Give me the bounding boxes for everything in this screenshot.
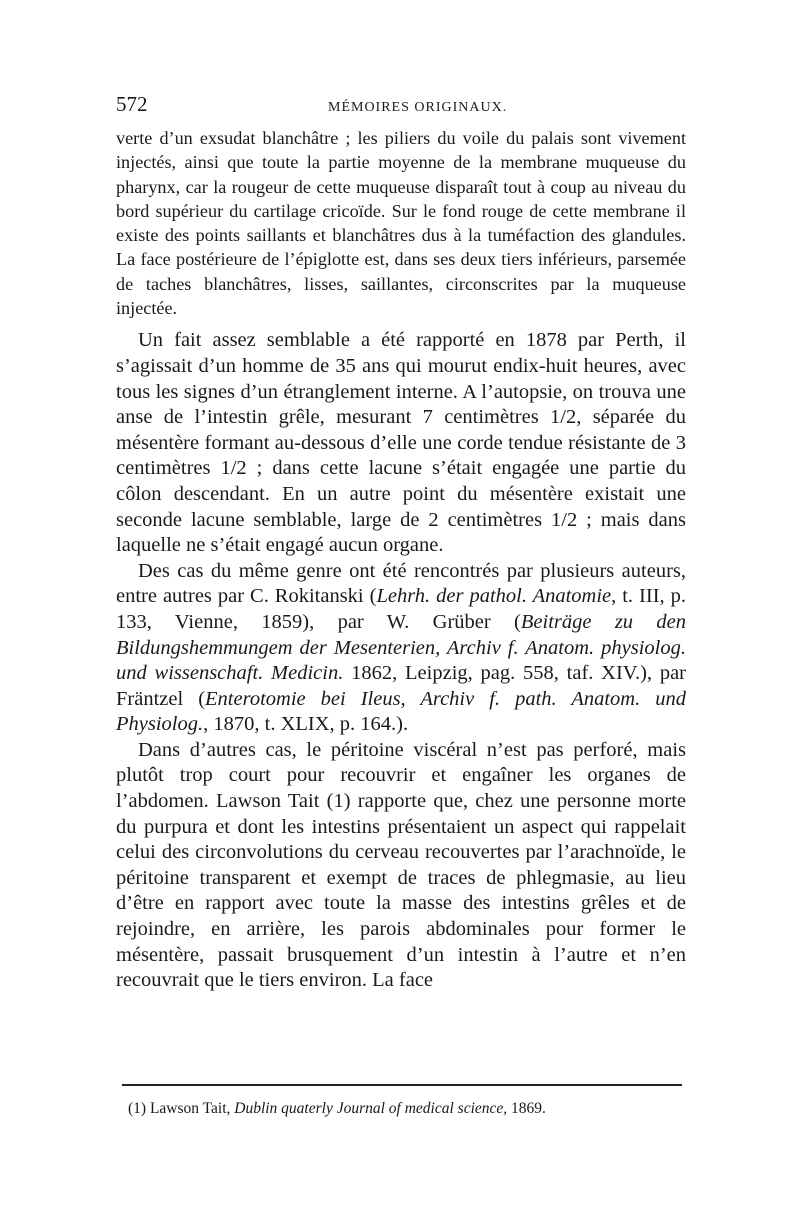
footnote-rule: [122, 1084, 682, 1086]
page-number: 572: [116, 92, 148, 116]
paragraph-perth-case: Un fait assez semblable a été rapporté en 1878 par Perth, il s’agissait d’un homme de 35 ans qui mourut endix-huit heures, avec tous les signes d’un étranglement interne. A l’autopsie, on trouva une anse de l’intestin grêle, mesurant 7 centimètres 1/2, séparée du mésentère formant au-dessous d’elle une corde tendue résistante de 3 centimètres 1/2 ; dans cette lacune s’était engagée une partie du côlon descendant. En un autre point du mésentère existait une seconde lacune semblable, large de 2 centimètres 1/2 ; mais dans laquelle ne s’était engagé aucun organe.: [116, 329, 686, 557]
page: [116, 92, 686, 994]
citation-gruber: Beiträge zu den Bildungshemmungem der Mesenterien, Archiv f. Anatom. physiolog. und wissenschaft. Medicin.: [116, 610, 686, 685]
paragraph-other-cases: Des cas du même genre ont été rencontrés par plusieurs auteurs, entre autres par C. Rokitanski (Lehrh. der pathol. Anatomie, t. III, p. 133, Vienne, 1859), par W. Grüber (Beiträge zu den Bildungshemmungem der Mesenterien, Archiv f. Anatom. physiolog. und wissenschaft. Medicin. 1862, Leipzig, pag. 558, taf. XIV.), par Fräntzel (Enterotomie bei Ileus, Archiv f. path. Anatom. und Physiolog., 1870, t. XLIX, p. 164.).: [116, 559, 686, 736]
footnote-marker: (1): [128, 1100, 147, 1117]
footnote-year: 1869.: [511, 1100, 546, 1117]
citation-rokitanski: Lehrh. der pathol. Anatomie: [376, 585, 612, 608]
footnote: [128, 1100, 688, 1118]
paragraph-lawson-tait: Dans d’autres cas, le péritoine viscéral n’est pas perforé, mais plutôt trop court pour recouvrir et engaîner les organes de l’abdomen. Lawson Tait (1) rapporte que, chez une personne morte du purpura et dont les intestins présentaient un aspect qui rappelait celui des circonvolutions du cerveau recouvertes par l’arachnoïde, le péritoine transparent et exempt de traces de phlegmasie, au lieu d’être en rapport avec toute la masse des intestins grêles et de rejoindre, en arrière, les parois abdominales pour former le mésentère, passait brusquement d’un intestin à l’autre et n’en recouvrait que le tiers environ. La face: [116, 738, 686, 992]
footnote-author: Lawson Tait,: [149, 1100, 231, 1117]
citation-frantzel: Enterotomie bei Ileus, Archiv f. path. Anatom. und Physiolog.: [116, 687, 686, 736]
footnote-journal: Dublin quaterly Journal of medical science,: [234, 1100, 508, 1117]
running-title: MÉMOIRES ORIGINAUX.: [328, 100, 508, 115]
paragraph-continued: verte d’un exsudat blanchâtre ; les piliers du voile du palais sont vivement injectés, ainsi que toute la partie moyenne de la membrane muqueuse du pharynx, car la rougeur de cette muqueuse disparaît tout à coup au niveau du bord supérieur du cartilage cricoïde. Sur le fond rouge de cette membrane il existe des points saillants et blanchâtres dus à la tuméfaction des glandules. La face postérieure de l’épiglotte est, dans ses deux tiers inférieurs, parsemée de taches blanchâtres, lisses, saillantes, circonscrites par la muqueuse injectée.: [116, 128, 686, 319]
page-header: [116, 92, 686, 126]
